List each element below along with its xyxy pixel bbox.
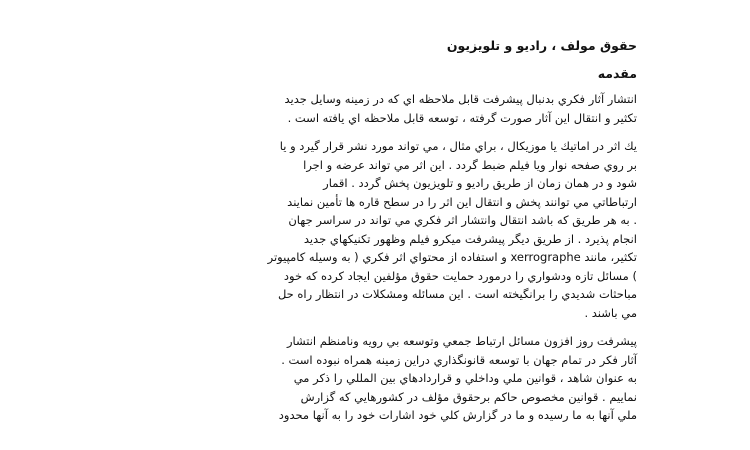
text-line: . به هر طريق كه باشد انتقال وانتشار اثر فكري مي تواند در سراسر جهان: [288, 213, 637, 227]
text-line: انتشار آثار فكري بدنبال پيشرفت قابل ملاحظه اي كه در زمينه وسايل جديد: [284, 92, 637, 106]
text-line: بر روي صفحه نوار ويا فيلم ضبط گردد . اين اثر مي تواند عرضه و اجرا: [303, 157, 637, 172]
paragraphs: [60, 90, 637, 425]
section-heading: مقدمه: [597, 66, 637, 81]
text-line: به عنوان شاهد ، قوانين ملي وداخلي و قراردادهاي بين المللي را ذكر مي: [293, 371, 637, 385]
document-body: [60, 36, 637, 425]
paragraph: [60, 137, 637, 322]
text-line: تكثير و انتقال اين آثار صورت گرفته ، توسعه قابل ملاحظه اي يافته است .: [287, 110, 637, 125]
text-line: مي باشند .: [584, 305, 637, 320]
paragraph: [60, 332, 637, 425]
paragraph: [60, 90, 637, 127]
text-line: يك اثر در اماتيك يا موزيكال ، براي مثال ، مي تواند مورد نشر قرار گيرد و يا: [279, 139, 637, 153]
text-line: نماييم . قوانين مخصوص حاكم برحقوق مؤلف در كشورهايي كه گزارش: [300, 389, 637, 404]
text-line: ) مسائل تازه ودشواري را درمورد حمايت حقوق مؤلفين ايجاد كرده كه خود: [283, 268, 637, 283]
text-line: پيشرفت روز افزون مسائل ارتباط جمعي وتوسعه بي رويه ونامنظم انتشار: [286, 334, 637, 348]
text-line: تكثير، مانند xerrographe و استفاده از محتواي اثر فكري ( به وسيله كامپيوتر: [267, 250, 637, 264]
text-line: ارتباطاتي مي توانند پخش و انتقال اين اثر را در سطح قاره ها تأمين نمايند: [287, 194, 637, 209]
document-title: حقوق مولف ، راديو و تلويزيون: [446, 38, 637, 53]
text-line: انجام پذيرد . از طريق ديگر پيشرفت ميكرو فيلم وظهور تكنيكهاي جديد: [303, 231, 637, 246]
text-line: مباحثات شديدي را برانگيخته است . اين مسائله ومشكلات در انتظار راه حل: [277, 287, 637, 301]
text-line: ملي آنها به ما رسيده و ما در گزارش كلي خود اشارات خود را به آنها محدود: [278, 408, 637, 422]
text-line: شود و در همان زمان از طريق راديو و تلويزيون پخش گردد . اقمار: [323, 176, 637, 190]
text-line: آثار فكر در تمام جهان با توسعه قانونگذاري دراين زمينه همراه نبوده است .: [281, 352, 637, 367]
